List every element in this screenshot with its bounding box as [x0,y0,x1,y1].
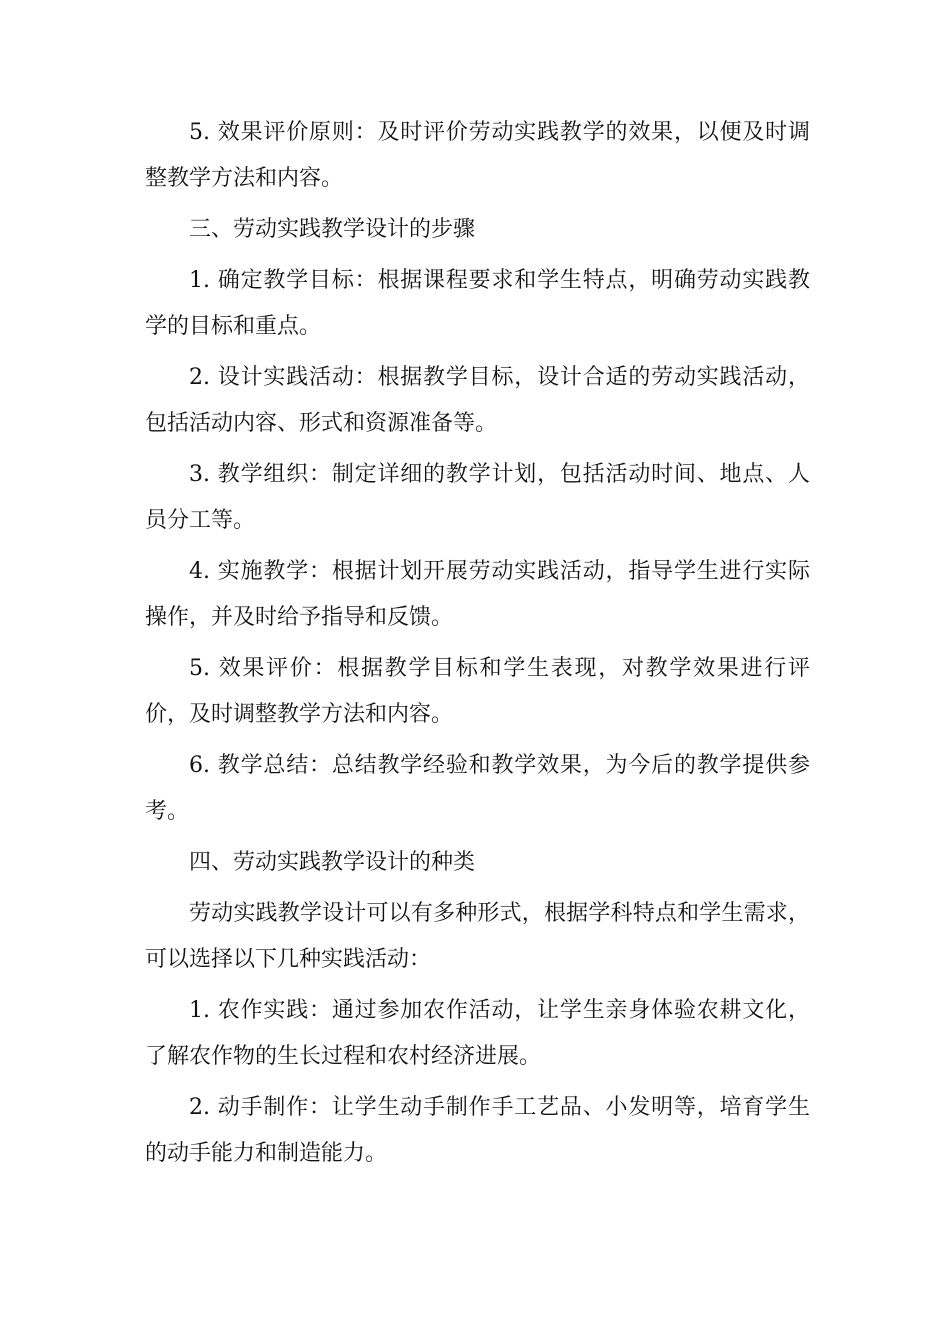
section-heading-design-types: 四、劳动实践教学设计的种类 [189,850,476,875]
paragraph-effect-evaluation-principle: 5. 效果评价原则：及时评价劳动实践教学的效果，以便及时调整教学方法和内容。 [145,120,810,191]
paragraph-types-intro: 劳动实践教学设计可以有多种形式，根据学科特点和学生需求，可以选择以下几种实践活动： [145,901,810,972]
section-heading-design-steps: 三、劳动实践教学设计的步骤 [189,217,476,242]
paragraph-step-6: 6. 教学总结：总结教学经验和教学效果，为今后的教学提供参考。 [145,753,810,824]
paragraph-step-4: 4. 实施教学：根据计划开展劳动实践活动，指导学生进行实际操作，并及时给予指导和反馈。 [145,559,810,630]
paragraph-step-1: 1. 确定教学目标：根据课程要求和学生特点，明确劳动实践教学的目标和重点。 [145,268,810,339]
paragraph-step-2: 2. 设计实践活动：根据教学目标，设计合适的劳动实践活动，包括活动内容、形式和资源准备等。 [145,365,810,436]
paragraph-type-1: 1. 农作实践：通过参加农作活动，让学生亲身体验农耕文化，了解农作物的生长过程和农村经济进展。 [145,998,810,1069]
paragraph-step-5: 5. 效果评价：根据教学目标和学生表现，对教学效果进行评价，及时调整教学方法和内容。 [145,656,810,727]
paragraph-step-3: 3. 教学组织：制定详细的教学计划，包括活动时间、地点、人员分工等。 [145,462,810,533]
paragraph-type-2: 2. 动手制作：让学生动手制作手工艺品、小发明等，培育学生的动手能力和制造能力。 [145,1095,810,1166]
